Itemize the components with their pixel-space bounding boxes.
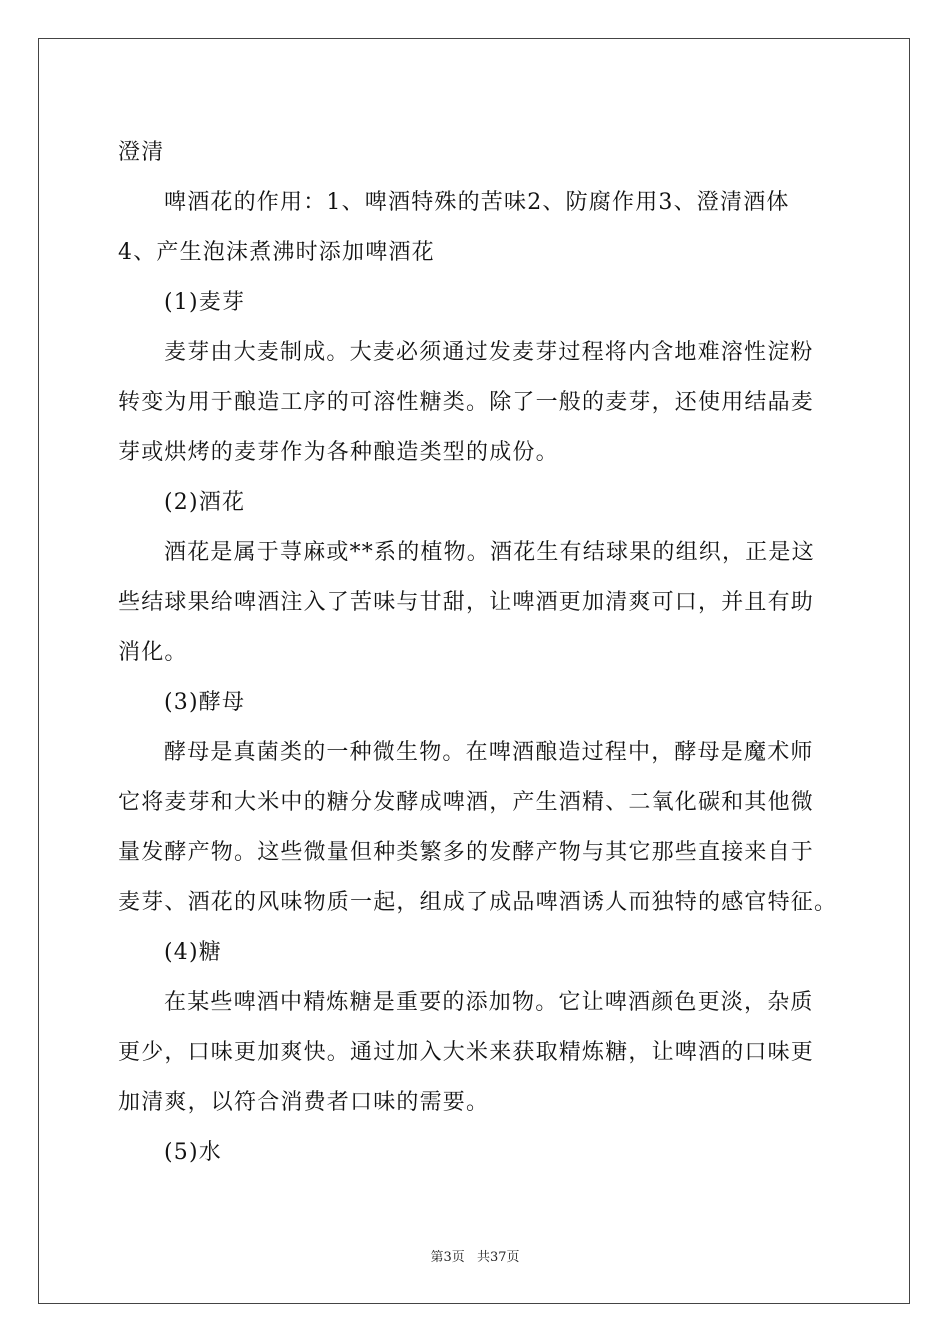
text-line: 澄清 [118, 140, 165, 165]
text-line: 在某些啤酒中精炼糖是重要的添加物。它让啤酒颜色更淡，杂质 [164, 990, 814, 1015]
text-line: 麦芽由大麦制成。大麦必须通过发麦芽过程将内含地难溶性淀粉 [164, 340, 814, 365]
text-line: 酒花是属于荨麻或**系的植物。酒花生有结球果的组织，正是这 [164, 540, 815, 565]
page-number: 第3页 [430, 1250, 465, 1265]
section-heading: (4)糖 [164, 940, 222, 965]
text-line: 更少，口味更加爽快。通过加入大米来获取精炼糖，让啤酒的口味更 [118, 1040, 815, 1065]
text-line: 酵母是真菌类的一种微生物。在啤酒酿造过程中，酵母是魔术师 [164, 740, 814, 765]
text-line: 它将麦芽和大米中的糖分发酵成啤酒，产生酒精、二氧化碳和其他微 [118, 790, 815, 815]
page-footer [0, 1246, 950, 1265]
section-heading: (5)水 [164, 1140, 222, 1165]
section-heading: (2)酒花 [164, 490, 246, 515]
text-line: 转变为用于酿造工序的可溶性糖类。除了一般的麦芽，还使用结晶麦 [118, 390, 815, 415]
section-heading: (3)酵母 [164, 690, 246, 715]
total-pages: 共37页 [476, 1250, 520, 1265]
text-line: 啤酒花的作用：1、啤酒特殊的苦味2、防腐作用3、澄清酒体 [164, 190, 790, 215]
text-line: 麦芽、酒花的风味物质一起，组成了成品啤酒诱人而独特的感官特征。 [118, 890, 838, 915]
text-line: 加清爽，以符合消费者口味的需要。 [118, 1090, 490, 1115]
text-line: 4、产生泡沫煮沸时添加啤酒花 [118, 240, 435, 265]
text-line: 芽或烘烤的麦芽作为各种酿造类型的成份。 [118, 440, 559, 465]
document-body [118, 128, 838, 1178]
text-line: 些结球果给啤酒注入了苦味与甘甜，让啤酒更加清爽可口，并且有助 [118, 590, 815, 615]
text-line: 量发酵产物。这些微量但种类繁多的发酵产物与其它那些直接来自于 [118, 840, 815, 865]
section-heading: (1)麦芽 [164, 290, 246, 315]
text-line: 消化。 [118, 640, 188, 665]
